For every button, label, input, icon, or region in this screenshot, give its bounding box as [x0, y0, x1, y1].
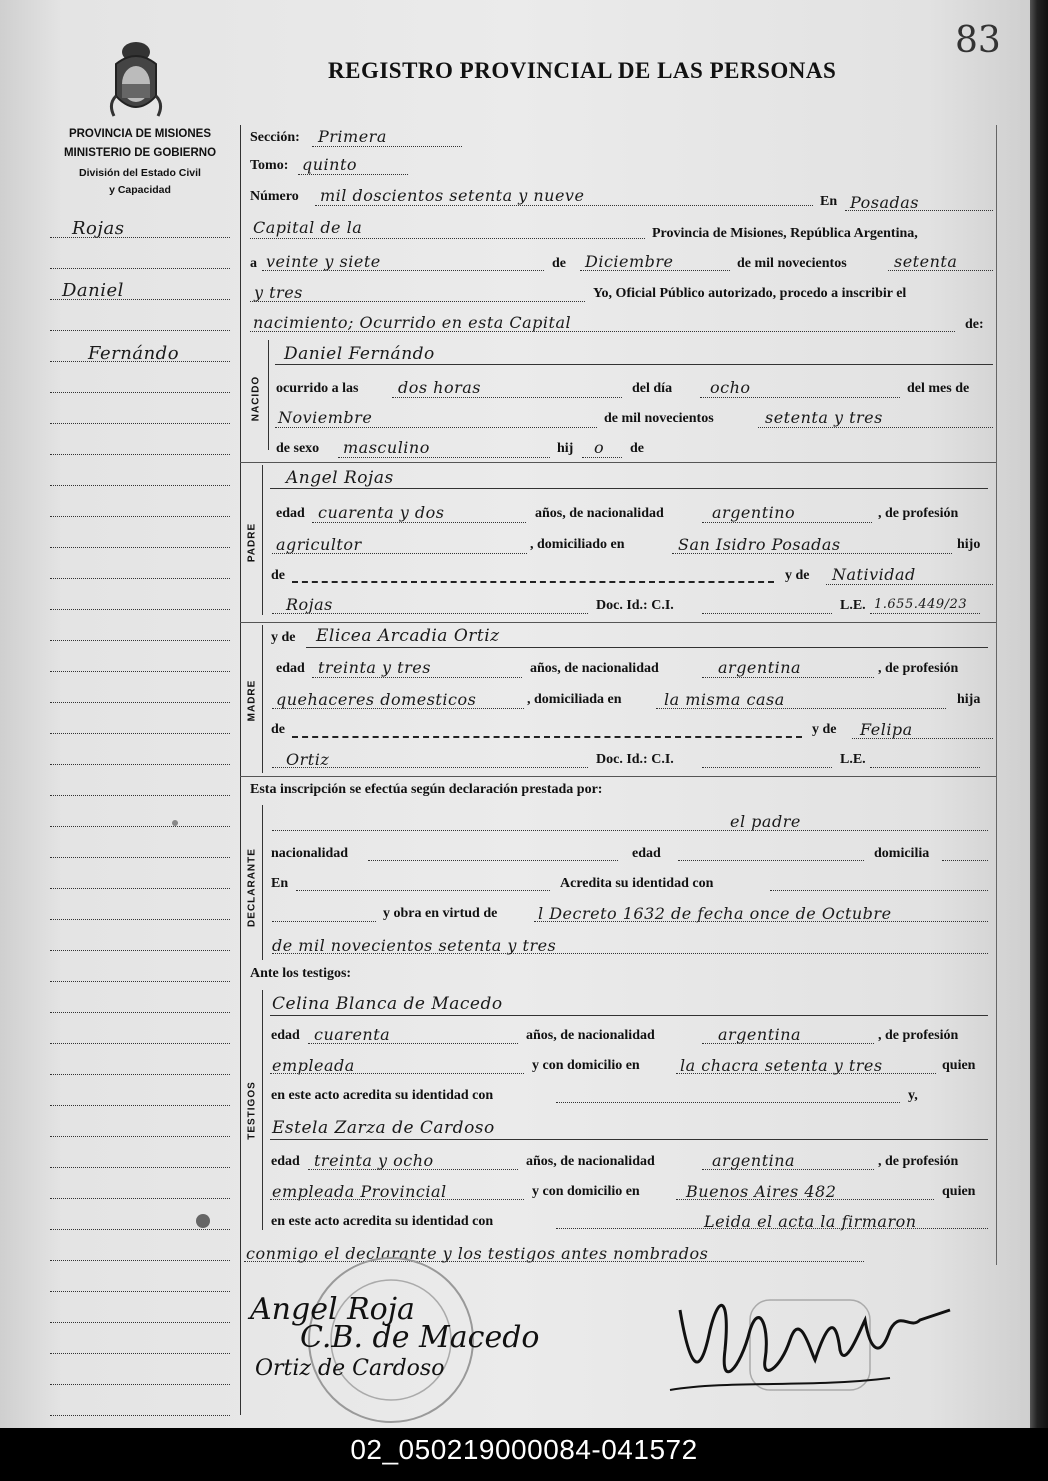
page-number: 83: [955, 20, 1001, 61]
madre-divider: [262, 625, 263, 773]
value-nacido-sexo: masculino: [343, 438, 430, 457]
line-t2-prof: [270, 1199, 524, 1200]
value-testigo2-domicilio: Buenos Aires 482: [686, 1182, 837, 1201]
label-de-mes: de: [552, 256, 566, 271]
coat-of-arms-icon: [108, 38, 164, 122]
label-t2-prof: , de profesión: [878, 1154, 959, 1169]
line-padre-apellido: [272, 613, 588, 614]
margin-line: [50, 1105, 230, 1106]
line-anio-nac: [758, 427, 993, 428]
label-dec-en: En: [271, 876, 289, 891]
line-madre-edad: [312, 677, 522, 678]
value-nacido-dia: ocho: [710, 378, 751, 397]
margin-line: [50, 640, 230, 641]
label-de-mil: de mil novecientos: [737, 256, 847, 271]
label-inscripcion: Esta inscripción se efectúa según declaración prestada por:: [250, 782, 603, 797]
line-dec-nac: [368, 860, 618, 861]
line-dec-dom: [942, 860, 988, 861]
line-sexo: [338, 457, 550, 458]
line-madre-hija-de: [292, 736, 802, 738]
line-padre-dom: [672, 553, 952, 554]
margin-line: [50, 1322, 230, 1323]
label-padre-doc: Doc. Id.: C.I.: [596, 598, 674, 613]
label-ante-testigos: Ante los testigos:: [250, 966, 352, 981]
line-t1-prof: [270, 1073, 524, 1074]
line-madre-nac: [702, 677, 874, 678]
value-en: Posadas: [850, 193, 919, 212]
margin-line: [50, 423, 230, 424]
label-padre-prof: , de profesión: [878, 506, 959, 521]
value-acto: nacimiento; Ocurrido en esta Capital: [253, 313, 572, 332]
margin-line: [50, 826, 230, 827]
margin-line: [50, 764, 230, 765]
value-testigo2-cierre-2: conmigo el declarante y los testigos antes nombrados: [246, 1244, 709, 1263]
line-madre-le: [870, 767, 980, 768]
line-padre-prof: [272, 553, 527, 554]
value-nacido-hij: o: [594, 438, 605, 457]
line-nacido-nombre: [275, 364, 993, 365]
line-testigo1-nombre: [270, 1015, 988, 1016]
line-t2-dom: [676, 1199, 934, 1200]
label-madre-prof: , de profesión: [878, 661, 959, 676]
margin-line: [50, 671, 230, 672]
line-dec-en: [296, 890, 550, 891]
value-anio-inscripcion-2: y tres: [254, 283, 303, 302]
line-madre-dom: [656, 708, 946, 709]
label-t2-acredita: en este acto acredita su identidad con: [271, 1214, 494, 1229]
label-tomo: Tomo:: [250, 158, 289, 173]
label-padre-de: de: [271, 568, 285, 583]
line-mes-nac: [275, 427, 597, 428]
margin-line: [50, 888, 230, 889]
margin-line: [50, 1260, 230, 1261]
margin-line: [50, 1198, 230, 1199]
label-dec-obra: y obra en virtud de: [383, 906, 498, 921]
label-madre-edad: edad: [276, 661, 305, 676]
line-anio-2: [250, 301, 585, 302]
line-padre-nac: [702, 522, 872, 523]
label-padre-hijo: hijo: [957, 537, 981, 552]
line-hora: [392, 397, 622, 398]
line-padre-y-de: [826, 584, 993, 585]
line-padre-ci: [702, 613, 832, 614]
side-label-nacido: NACIDO: [250, 375, 262, 422]
signature-witness-2: Ortiz de Cardoso: [255, 1356, 445, 1381]
margin-line: [50, 950, 230, 951]
margin-line: [50, 857, 230, 858]
value-padre-apellido: Rojas: [286, 595, 333, 614]
value-mes-inscripcion: Diciembre: [585, 252, 674, 271]
label-a: a: [250, 256, 257, 271]
margin-line: [50, 268, 230, 269]
label-de-mil-nac: de mil novecientos: [604, 411, 714, 426]
label-del-dia: del día: [632, 381, 673, 396]
label-madre-de: de: [271, 722, 285, 737]
label-t2-nac: años, de nacionalidad: [526, 1154, 655, 1169]
line-decreto: [534, 921, 988, 922]
line-madre-ci: [702, 767, 832, 768]
label-madre-doc: Doc. Id.: C.I.: [596, 752, 674, 767]
line-padre-le: [870, 613, 980, 614]
declarante-divider: [262, 805, 263, 960]
label-padre-edad: edad: [276, 506, 305, 521]
value-testigo2-nombre: Estela Zarza de Cardoso: [272, 1118, 495, 1138]
value-nacido-nombre: Daniel Fernándo: [284, 344, 435, 364]
value-padre-domicilio: San Isidro Posadas: [678, 535, 841, 554]
line-seccion: [312, 146, 462, 147]
value-padre-nacionalidad: argentino: [712, 503, 796, 522]
value-anio-inscripcion-1: setenta: [894, 252, 958, 271]
divider-madre: [240, 776, 996, 777]
line-padre-nombre: [270, 488, 988, 489]
margin-line: [50, 1136, 230, 1137]
nacido-divider: [268, 340, 269, 450]
margin-name-surname: Rojas: [72, 218, 125, 239]
margin-line: [50, 702, 230, 703]
margin-line: [50, 1353, 230, 1354]
side-label-madre: MADRE: [246, 679, 258, 722]
label-dec-acredita: Acredita su identidad con: [560, 876, 714, 891]
divider-padre: [240, 622, 996, 623]
signature-witness-1: C.B. de Macedo: [300, 1320, 540, 1355]
label-en: En: [820, 194, 838, 209]
value-nacido-hora: dos horas: [398, 378, 482, 397]
line-t2-nac: [702, 1169, 874, 1170]
line-madre-y-de: [852, 738, 993, 739]
margin-line: [50, 330, 230, 331]
value-testigo2-nacionalidad: argentina: [712, 1151, 796, 1170]
value-testigo1-nombre: Celina Blanca de Macedo: [272, 994, 503, 1014]
line-t2-acredita: [556, 1228, 988, 1229]
value-testigo1-nacionalidad: argentina: [718, 1025, 802, 1044]
margin-line: [50, 1074, 230, 1075]
label-hij: hij: [557, 441, 574, 456]
line-testigo2-nombre: [270, 1139, 988, 1140]
punch-hole: [196, 1214, 210, 1228]
value-nacido-mes: Noviembre: [278, 408, 373, 427]
value-nacido-anio: setenta y tres: [765, 408, 883, 427]
line-t2-edad: [308, 1169, 518, 1170]
label-madre-dom: , domiciliada en: [527, 692, 622, 707]
value-testigo1-domicilio: la chacra setenta y tres: [680, 1056, 883, 1075]
value-madre-nombre: Elicea Arcadia Ortiz: [316, 626, 500, 646]
label-t1-acredita: en este acto acredita su identidad con: [271, 1088, 494, 1103]
label-madre-hija: hija: [957, 692, 981, 707]
line-t1-dom: [676, 1073, 936, 1074]
label-padre-y-de: y de: [785, 568, 810, 583]
label-t1-dom: y con domicilio en: [532, 1058, 640, 1073]
org-line-2: MINISTERIO DE GOBIERNO: [63, 147, 217, 159]
label-ocurrido: ocurrido a las: [276, 381, 359, 396]
line-mes: [580, 270, 730, 271]
org-line-4: y Capacidad: [109, 184, 171, 196]
label-dec-nacionalidad: nacionalidad: [271, 846, 349, 861]
line-t1-nac: [702, 1043, 874, 1044]
value-seccion: Primera: [318, 127, 387, 146]
signature-official-icon: [650, 1270, 970, 1410]
value-capital: Capital de la: [253, 218, 363, 237]
value-dia-inscripcion: veinte y siete: [266, 252, 381, 271]
value-padre-edad: cuarenta y dos: [318, 503, 445, 522]
margin-line: [50, 454, 230, 455]
value-testigo1-edad: cuarenta: [314, 1025, 391, 1044]
margin-line: [50, 1229, 230, 1230]
line-en: [845, 210, 993, 211]
padre-divider: [262, 465, 263, 615]
label-t2-dom: y con domicilio en: [532, 1184, 640, 1199]
margin-line: [50, 361, 230, 362]
line-padre-edad: [312, 522, 526, 523]
signature-father: Angel Roja: [250, 1292, 415, 1327]
side-label-testigos: TESTIGOS: [246, 1081, 258, 1140]
label-t1-edad: edad: [271, 1028, 300, 1043]
line-dec-edad: [678, 860, 864, 861]
label-padre-dom: , domiciliado en: [530, 537, 625, 552]
margin-line: [50, 733, 230, 734]
label-madre-le: L.E.: [840, 752, 866, 767]
margin-line: [50, 578, 230, 579]
value-madre-y-de: Felipa: [860, 720, 913, 739]
line-t1-acredita: [556, 1102, 900, 1103]
value-madre-profesion: quehaceres domesticos: [276, 690, 477, 709]
value-decreto: l Decreto 1632 de fecha once de Octubre: [538, 904, 892, 923]
margin-name-first: Daniel: [62, 280, 124, 301]
label-de-sexo: de sexo: [276, 441, 320, 456]
value-madre-domicilio: la misma casa: [664, 690, 785, 709]
value-testigo1-profesion: empleada: [272, 1056, 355, 1075]
margin-line: [50, 1012, 230, 1013]
margin-line: [50, 392, 230, 393]
org-line-1: PROVINCIA DE MISIONES: [68, 128, 212, 140]
value-testigo2-edad: treinta y ocho: [314, 1151, 434, 1170]
value-padre-le: 1.655.449/23: [874, 597, 968, 612]
margin-divider: [240, 125, 241, 1415]
label-hij-de: de: [630, 441, 644, 456]
org-line-3: División del Estado Civil: [79, 167, 201, 179]
label-seccion: Sección:: [250, 130, 300, 145]
margin-line: [50, 547, 230, 548]
value-madre-nacionalidad: argentina: [718, 658, 802, 677]
label-yo-oficial: Yo, Oficial Público autorizado, procedo a inscribir el: [593, 286, 907, 301]
margin-line: [50, 919, 230, 920]
line-anio: [888, 270, 993, 271]
line-decreto-2: [272, 953, 988, 954]
value-madre-edad: treinta y tres: [318, 658, 431, 677]
label-madre-nac: años, de nacionalidad: [530, 661, 659, 676]
document-title: REGISTRO PROVINCIAL DE LAS PERSONAS: [328, 58, 837, 83]
label-padre-le: L.E.: [840, 598, 866, 613]
line-dia: [262, 270, 544, 271]
label-t1-quien: quien: [942, 1058, 976, 1073]
margin-line: [50, 299, 230, 300]
margin-line: [50, 1415, 230, 1416]
margin-line: [50, 981, 230, 982]
line-t1-edad: [308, 1043, 518, 1044]
line-madre-nombre: [306, 647, 988, 648]
margin-line: [50, 1291, 230, 1292]
margin-line: [50, 1384, 230, 1385]
label-t2-edad: edad: [271, 1154, 300, 1169]
line-numero: [315, 205, 813, 206]
value-decreto-2: de mil novecientos setenta y tres: [272, 936, 557, 955]
label-del-mes: del mes de: [907, 381, 970, 396]
label-provincia: Provincia de Misiones, República Argentina,: [652, 226, 918, 241]
label-t2-quien: quien: [942, 1184, 976, 1199]
right-border: [996, 125, 997, 1265]
label-madre-y-de: y de: [271, 630, 296, 645]
label-madre-y-de-2: y de: [812, 722, 837, 737]
margin-line: [50, 516, 230, 517]
margin-name-second: Fernándo: [88, 343, 180, 364]
line-madre-prof: [272, 708, 524, 709]
label-t1-nac: años, de nacionalidad: [526, 1028, 655, 1043]
label-numero: Número: [250, 189, 299, 204]
side-label-declarante: DECLARANTE: [246, 848, 258, 927]
value-padre-nombre: Angel Rojas: [286, 468, 394, 488]
margin-line: [50, 609, 230, 610]
divider-nacido: [240, 462, 996, 463]
line-padre-hijo-de: [292, 581, 774, 583]
line-declarante: [272, 830, 988, 831]
label-de-colon: de:: [965, 317, 984, 332]
line-dec-obra-pre: [272, 921, 376, 922]
line-hij: [582, 457, 622, 458]
margin-line: [50, 237, 230, 238]
line-madre-apellido: [272, 767, 588, 768]
binding-edge: [1030, 0, 1048, 1428]
line-tomo: [298, 174, 408, 175]
label-dec-edad: edad: [632, 846, 661, 861]
margin-line: [50, 485, 230, 486]
value-declarante-por: el padre: [730, 812, 801, 831]
line-dia-nac: [700, 397, 900, 398]
footer-id: 02_050219000084-041572: [350, 1434, 698, 1465]
line-capital: [250, 238, 645, 239]
line-acto: [250, 331, 955, 332]
value-padre-profesion: agricultor: [276, 535, 362, 554]
side-label-padre: PADRE: [246, 522, 258, 563]
margin-line: [50, 795, 230, 796]
margin-line: [50, 1167, 230, 1168]
label-t1-prof: , de profesión: [878, 1028, 959, 1043]
testigos-divider: [262, 990, 263, 1230]
margin-line: [50, 1043, 230, 1044]
line-dec-acredita: [770, 890, 988, 891]
value-padre-y-de: Natividad: [832, 565, 916, 584]
value-tomo: quinto: [302, 155, 358, 174]
value-numero: mil doscientos setenta y nueve: [320, 186, 585, 205]
label-t1-y: y,: [908, 1088, 918, 1103]
value-testigo2-profesion: empleada Provincial: [272, 1182, 447, 1201]
value-madre-apellido: Ortiz: [286, 750, 330, 769]
value-testigo2-cierre: Leida el acta la firmaron: [704, 1212, 917, 1231]
label-dec-domicilia: domicilia: [874, 846, 930, 861]
label-padre-nac: años, de nacionalidad: [535, 506, 664, 521]
